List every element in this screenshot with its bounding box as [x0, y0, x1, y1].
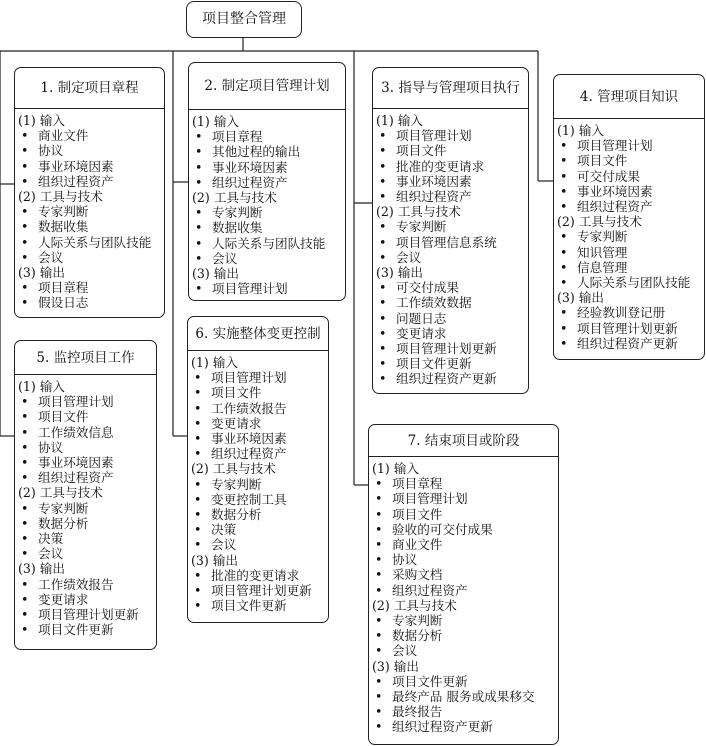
list-item: • 事业环境因素: [557, 184, 704, 199]
list-item: • 项目章程: [372, 476, 558, 491]
list-item: • 数据分析: [18, 516, 156, 531]
section-heading: (1) 输入: [18, 379, 66, 394]
list-item: • 专家判断: [372, 613, 558, 628]
list-item: • 组织过程资产: [191, 446, 328, 461]
list-item: • 最终报告: [372, 704, 558, 719]
list-item: • 项目管理计划更新: [376, 341, 528, 356]
list-item: • 专家判断: [18, 204, 164, 219]
process-body: [373, 109, 528, 387]
list-item: • 项目文件: [372, 507, 558, 522]
list-item: • 项目管理计划更新: [18, 607, 156, 622]
list-item: • 组织过程资产: [18, 174, 164, 189]
list-item: • 会议: [372, 643, 558, 658]
list-item: • 事业环境因素: [18, 455, 156, 470]
list-item: • 事业环境因素: [191, 431, 328, 446]
section-heading: (3) 输出: [376, 265, 424, 281]
process-box-5: [14, 340, 157, 650]
list-item: • 项目管理计划更新: [557, 321, 704, 336]
list-item: • 人际关系与团队技能: [192, 236, 345, 251]
section-heading: (3) 输出: [192, 266, 240, 282]
list-item: • 变更控制工具: [191, 492, 328, 507]
list-item: • 项目文件: [376, 143, 528, 158]
list-item: • 组织过程资产: [192, 175, 345, 190]
process-box-2: [188, 62, 346, 301]
list-item: • 项目管理信息系统: [376, 235, 528, 250]
section-heading: (2) 工具与技术: [192, 190, 277, 206]
list-item: • 组织过程资产: [376, 189, 528, 204]
section-heading: (2) 工具与技术: [18, 189, 103, 205]
list-item: • 决策: [191, 522, 328, 537]
list-item: • 人际关系与团队技能: [18, 235, 164, 250]
list-item: • 项目文件: [18, 409, 156, 424]
list-item: • 协议: [18, 143, 164, 158]
list-item: • 组织过程资产更新: [557, 336, 704, 351]
root-title: 项目整合管理: [202, 11, 286, 27]
list-item: • 项目文件更新: [191, 598, 328, 613]
list-item: • 项目管理计划: [372, 491, 558, 506]
list-item: • 事业环境因素: [192, 160, 345, 175]
list-item: • 会议: [376, 250, 528, 265]
section-heading: (3) 输出: [372, 658, 420, 674]
list-item: • 会议: [18, 546, 156, 561]
list-item: • 采购文档: [372, 567, 558, 582]
list-item: • 组织过程资产: [18, 470, 156, 485]
section-heading: (2) 工具与技术: [18, 485, 103, 501]
section-heading: (3) 输出: [557, 290, 605, 306]
process-body: [15, 109, 164, 311]
list-item: • 其他过程的输出: [192, 144, 345, 159]
list-item: • 专家判断: [192, 205, 345, 220]
list-item: • 信息管理: [557, 260, 704, 275]
section-heading: (1) 输入: [191, 355, 239, 370]
list-item: • 项目章程: [192, 129, 345, 144]
section-heading: (2) 工具与技术: [372, 597, 457, 613]
list-item: • 会议: [192, 251, 345, 266]
section-heading: (1) 输入: [376, 113, 424, 128]
section-heading: (2) 工具与技术: [191, 461, 276, 477]
list-item: • 组织过程资产更新: [372, 719, 558, 734]
list-item: • 组织过程资产: [372, 583, 558, 598]
list-item: • 可交付成果: [557, 169, 704, 184]
list-item: • 项目文件: [557, 153, 704, 168]
process-body: [188, 351, 328, 613]
process-title: 4. 管理项目知识: [554, 75, 704, 119]
list-item: • 项目文件更新: [18, 622, 156, 637]
list-item: • 组织过程资产更新: [376, 371, 528, 386]
list-item: • 项目管理计划更新: [191, 583, 328, 598]
list-item: • 专家判断: [376, 219, 528, 234]
list-item: • 商业文件: [372, 537, 558, 552]
list-item: • 项目文件: [191, 385, 328, 400]
process-title: 5. 监控项目工作: [15, 341, 156, 375]
list-item: • 协议: [18, 440, 156, 455]
section-heading: (1) 输入: [192, 114, 240, 129]
list-item: • 项目管理计划: [18, 394, 156, 409]
process-title: 3. 指导与管理项目执行: [373, 68, 528, 109]
list-item: • 问题日志: [376, 311, 528, 326]
process-body: [554, 119, 704, 351]
process-body: [15, 375, 156, 637]
list-item: • 项目管理计划: [192, 281, 345, 296]
list-item: • 商业文件: [18, 128, 164, 143]
list-item: • 工作绩效报告: [18, 577, 156, 592]
list-item: • 变更请求: [191, 416, 328, 431]
root-node: [186, 1, 302, 38]
list-item: • 批准的变更请求: [191, 568, 328, 583]
list-item: • 专家判断: [557, 229, 704, 244]
list-item: • 项目文件更新: [376, 356, 528, 371]
list-item: • 验收的可交付成果: [372, 522, 558, 537]
list-item: • 知识管理: [557, 245, 704, 260]
list-item: • 假设日志: [18, 295, 164, 310]
process-title: 1. 制定项目章程: [15, 68, 164, 109]
section-heading: (1) 输入: [18, 113, 66, 128]
process-box-7: [368, 424, 559, 745]
list-item: • 专家判断: [18, 501, 156, 516]
list-item: • 工作绩效信息: [18, 425, 156, 440]
list-item: • 项目管理计划: [191, 370, 328, 385]
list-item: • 协议: [372, 552, 558, 567]
list-item: • 数据收集: [192, 220, 345, 235]
list-item: • 项目文件更新: [372, 674, 558, 689]
process-title: 7. 结束项目或阶段: [369, 425, 558, 457]
section-heading: (1) 输入: [372, 461, 420, 476]
list-item: • 数据分析: [372, 628, 558, 643]
section-heading: (3) 输出: [18, 265, 66, 281]
section-heading: (2) 工具与技术: [557, 214, 642, 230]
section-heading: (1) 输入: [557, 123, 605, 138]
list-item: • 组织过程资产: [557, 199, 704, 214]
process-box-1: [14, 67, 165, 318]
list-item: • 会议: [18, 250, 164, 265]
list-item: • 项目管理计划: [557, 138, 704, 153]
section-heading: (2) 工具与技术: [376, 204, 461, 220]
list-item: • 批准的变更请求: [376, 159, 528, 174]
list-item: • 会议: [191, 537, 328, 552]
section-heading: (3) 输出: [18, 561, 66, 577]
list-item: • 数据收集: [18, 219, 164, 234]
process-body: [369, 457, 558, 735]
list-item: • 事业环境因素: [376, 174, 528, 189]
process-box-3: [372, 67, 529, 394]
list-item: • 最终产品 服务或成果移交: [372, 689, 558, 704]
section-heading: (3) 输出: [191, 552, 239, 568]
list-item: • 工作绩效数据: [376, 295, 528, 310]
process-title: 6. 实施整体变更控制: [188, 317, 328, 351]
list-item: • 人际关系与团队技能: [557, 275, 704, 290]
list-item: • 项目管理计划: [376, 128, 528, 143]
list-item: • 变更请求: [18, 592, 156, 607]
list-item: • 可交付成果: [376, 280, 528, 295]
list-item: • 项目章程: [18, 280, 164, 295]
list-item: • 决策: [18, 531, 156, 546]
list-item: • 变更请求: [376, 326, 528, 341]
process-box-6: [187, 316, 329, 623]
list-item: • 专家判断: [191, 477, 328, 492]
list-item: • 工作绩效报告: [191, 401, 328, 416]
process-body: [189, 110, 345, 296]
process-title: 2. 制定项目管理计划: [189, 63, 345, 110]
list-item: • 数据分析: [191, 507, 328, 522]
list-item: • 事业环境因素: [18, 159, 164, 174]
process-box-4: [553, 74, 705, 360]
list-item: • 经验教训登记册: [557, 305, 704, 320]
